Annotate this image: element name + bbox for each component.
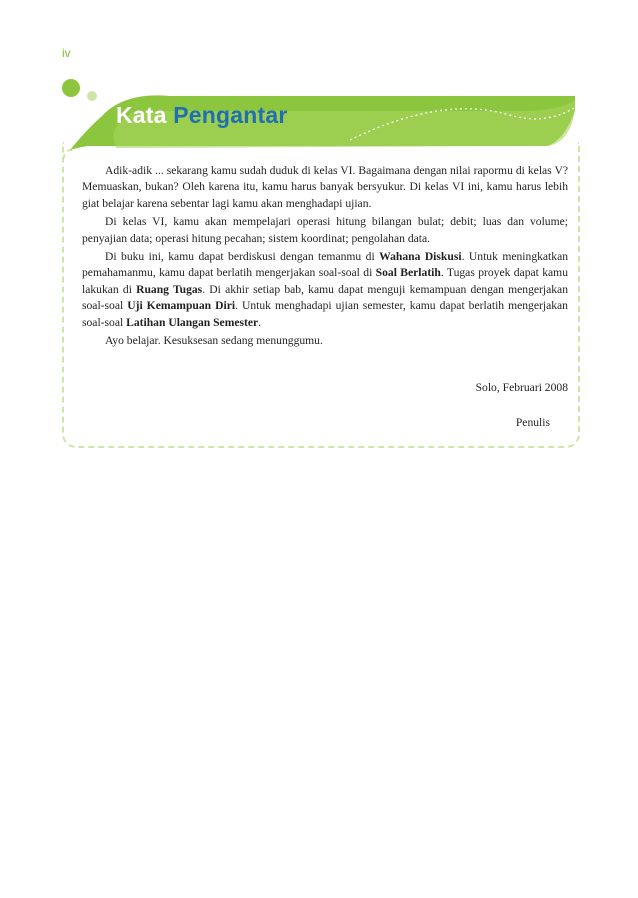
bold-term: Soal Berlatih — [375, 266, 441, 280]
paragraph — [82, 249, 568, 331]
title-word-kata: Kata — [116, 102, 167, 128]
text-run: Adik-adik ... sekarang kamu sudah duduk di kelas VI. Bagaimana dengan nilai rapormu di kelas V? Memuaskan, bukan? Oleh karena itu, kamu harus banyak bersyukur. Di kelas VI ini, kamu harus lebih giat belajar karena sebentar lagi kamu akan menghadapi ujian. — [82, 164, 568, 210]
preface-text — [82, 163, 568, 351]
text-run: Di buku ini, kamu dapat berdiskusi dengan temanmu di — [105, 250, 380, 264]
bold-term: Ruang Tugas — [136, 282, 203, 296]
text-run: Ayo belajar. Kesuksesan sedang menunggumu. — [105, 334, 323, 348]
text-run: . Untuk meningkatkan pemahamanmu, kamu dapat berlatih mengerjakan soal-soal di — [82, 250, 569, 280]
paragraph — [82, 333, 568, 349]
title-word-pengantar: Pengantar — [173, 102, 288, 128]
bold-term: Latihan Ulangan Semester — [126, 315, 259, 329]
bold-term: Wahana Diskusi — [379, 250, 462, 264]
decor-dot-large — [62, 79, 80, 97]
text-run: Di kelas VI, kamu akan mempelajari operasi hitung bilangan bulat; debit; luas dan volume; penyajian data; operasi hitung pecahan; sistem koordinat; pengolahan data. — [82, 215, 568, 245]
text-run: . Untuk menghadapi ujian semester, kamu dapat berlatih mengerjakan soal-soal — [82, 299, 568, 329]
paragraph — [82, 163, 568, 212]
bold-term: Uji Kemampuan Diri — [127, 299, 236, 313]
page-title — [116, 102, 288, 129]
page-number: iv — [62, 46, 71, 60]
author-signature: Penulis — [515, 416, 550, 429]
paragraph — [82, 214, 568, 247]
text-run: . Tugas proyek dapat kamu lakukan di — [82, 266, 568, 296]
decor-dot-small — [87, 91, 97, 101]
text-run: . — [258, 315, 262, 329]
place-date: Solo, Februari 2008 — [475, 381, 568, 394]
text-run: . Di akhir setiap bab, kamu dapat menguji kemampuan dengan mengerjakan soal-soal — [82, 282, 568, 313]
